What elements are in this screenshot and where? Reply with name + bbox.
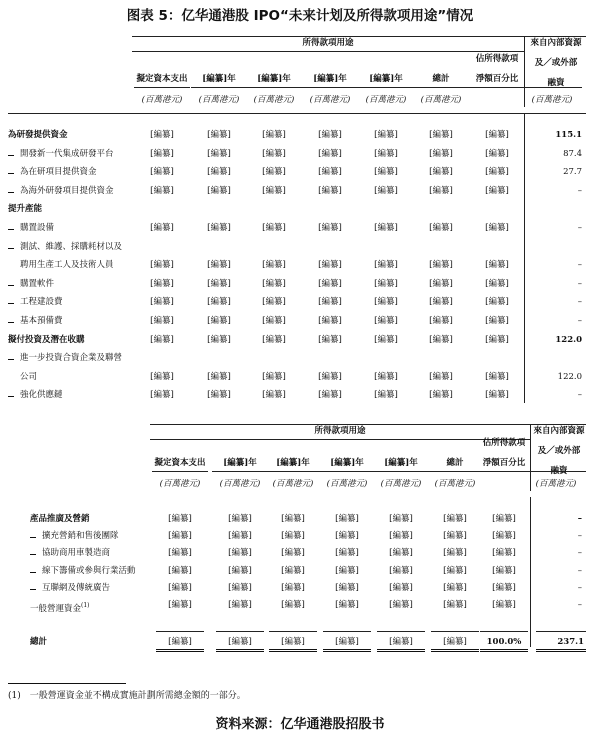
redacted-cell: [編纂] [374,297,398,308]
redacted-cell: [編纂] [429,316,453,326]
redacted-cell: [編纂] [492,531,516,542]
redacted-cell: [編纂] [485,223,509,233]
redacted-cell: [編纂] [429,167,453,178]
redacted-cell: [編纂] [207,278,231,289]
row-value: – [577,565,582,576]
unit-label: (百萬港元) [219,479,261,489]
column-header-rule [152,471,208,472]
redacted-cell: [編纂] [492,514,516,524]
row-bullet [8,285,14,286]
total-bottom-rule [536,649,586,652]
total-top-rule [216,631,264,632]
row-bullet [8,229,14,230]
total-bottom-rule [431,649,479,652]
right-header-line: 及／或外部 [537,446,581,456]
column-header-rule [413,87,469,88]
row-label: 為在研項目提供資金 [20,167,97,178]
row-label: 擴充營銷和售後團隊 [42,531,119,542]
redacted-cell: [編纂] [168,565,192,576]
unit-label: (百萬港元) [253,95,295,105]
redacted-cell: [編纂] [374,223,398,233]
column-header: 總計 [446,458,464,468]
figure-title: 图表 5：亿华通港股 IPO“未来计划及所得款项用途”情况 [126,8,474,24]
header-bottom-rule [8,113,586,114]
redacted-cell: [編纂] [207,223,231,233]
redacted-cell: [編纂] [429,297,453,308]
row-bullet [8,322,14,323]
redacted-cell: [編纂] [207,334,231,345]
row-label: 協助商用車製造商 [42,548,111,559]
redacted-cell: [編纂] [443,600,467,610]
redacted-cell: [編纂] [374,130,398,140]
column-header-rule [212,471,268,472]
row-label: 測試、維護、採購耗材以及 [20,241,123,252]
row-value: 27.7 [563,167,582,178]
total-bottom-rule [269,649,317,652]
total-bottom-rule [377,649,425,652]
redacted-cell: [編纂] [485,148,509,159]
redacted-cell: [編纂] [485,130,509,140]
total-top-rule [536,631,586,632]
column-header: 淨額百分比 [475,74,519,84]
row-label: 購置軟件 [20,278,55,289]
right-header-line: 融資 [547,78,565,88]
unit-label: (百萬港元) [365,95,407,105]
row-label: 一般營運資金$^{(1)}$ [30,602,90,614]
redacted-cell: [編纂] [429,390,453,401]
redacted-cell: [編纂] [207,130,231,140]
row-value: – [577,223,582,233]
unit-label: (百萬港元) [198,95,240,105]
redacted-cell: [編纂] [150,278,174,289]
row-label: 公司 [20,371,38,382]
redacted-cell: [編纂] [150,371,174,382]
redacted-cell: [編纂] [318,167,342,178]
group-header-under-rule [132,51,524,52]
unit-label: (百萬港元) [531,95,573,105]
row-bullet [30,572,36,573]
row-label: 聘用生產工人及技術人員 [20,260,114,271]
footnote-divider [8,683,126,684]
column-header-rule [522,87,582,88]
redacted-cell: [編纂] [228,565,252,576]
row-label: 進一步投資合資企業及聯營 [20,353,123,364]
column-header-rule [358,87,414,88]
redacted-cell: [編纂] [485,297,509,308]
redacted-cell: [編纂] [318,371,342,382]
redacted-cell: [編纂] [443,514,467,524]
redacted-cell: [編纂] [374,371,398,382]
redacted-cell: [編纂] [389,582,413,593]
column-header: 總計 [432,74,450,84]
redacted-cell: [編纂] [374,316,398,326]
row-bullet [8,192,14,193]
redacted-cell: [編纂] [207,148,231,159]
row-value: – [577,390,582,401]
column-header: [編纂]年 [276,458,310,468]
column-header-rule [469,87,525,88]
redacted-cell: [編纂] [335,637,359,647]
row-label: 開發新一代集成研發平台 [20,148,114,159]
redacted-cell: [編纂] [492,600,516,610]
redacted-cell: [編纂] [374,167,398,178]
total-top-rule [156,631,204,632]
redacted-cell: [編纂] [262,185,286,196]
redacted-cell: [編纂] [168,637,192,647]
redacted-cell: [編纂] [281,582,305,593]
column-header-rule [373,471,429,472]
total-value: 237.1 [557,637,584,647]
redacted-cell: [編纂] [207,371,231,382]
column-header-rule [191,87,247,88]
redacted-cell: [編纂] [485,260,509,271]
redacted-cell: [編纂] [485,185,509,196]
row-bullet [8,359,14,360]
row-label: 提升產能 [8,204,43,215]
redacted-cell: [編纂] [150,130,174,140]
redacted-cell: [編纂] [389,514,413,524]
row-bullet [8,396,14,397]
row-bullet [8,248,14,249]
redacted-cell: [編纂] [492,548,516,559]
redacted-cell: [編纂] [281,514,305,524]
redacted-cell: [編纂] [443,531,467,542]
redacted-cell: [編纂] [374,148,398,159]
column-header: [編纂]年 [369,74,403,84]
row-label: 互聯網及傳統廣告 [42,582,111,593]
redacted-cell: [編纂] [492,565,516,576]
redacted-cell: [編纂] [150,316,174,326]
redacted-cell: [編纂] [207,316,231,326]
group-header: 所得款項用途 [314,426,366,436]
redacted-cell: [編纂] [335,531,359,542]
redacted-cell: [編纂] [429,185,453,196]
row-value: – [577,600,582,610]
right-header-line: 融資 [550,466,568,476]
redacted-cell: [編纂] [281,565,305,576]
row-bullet [30,554,36,555]
column-header: 佔所得款項 [475,54,519,64]
redacted-cell: [編纂] [262,297,286,308]
group-header: 所得款項用途 [302,38,354,48]
redacted-cell: [編纂] [389,565,413,576]
redacted-cell: [編纂] [150,297,174,308]
unit-label: (百萬港元) [434,479,476,489]
redacted-cell: [編纂] [389,600,413,610]
unit-label: (百萬港元) [159,479,201,489]
redacted-cell: [編纂] [207,297,231,308]
redacted-cell: [編纂] [262,390,286,401]
total-label: 總計 [30,637,48,647]
redacted-cell: [編纂] [207,167,231,178]
redacted-cell: [編纂] [262,334,286,345]
row-value: – [577,260,582,271]
row-value: – [577,185,582,196]
redacted-cell: [編纂] [150,185,174,196]
redacted-cell: [編纂] [262,316,286,326]
row-label: 線下籌備或參與行業活動 [42,565,136,576]
redacted-cell: [編纂] [281,531,305,542]
column-header-rule [246,87,302,88]
row-value: – [577,531,582,542]
column-header-rule [427,471,483,472]
row-label: 工程建設費 [20,297,63,308]
redacted-cell: [編纂] [207,260,231,271]
row-value: 122.0 [557,371,582,382]
row-label: 為研發提供資金 [8,130,68,140]
redacted-cell: [編纂] [485,390,509,401]
redacted-cell: [編纂] [228,514,252,524]
row-value: 115.1 [555,130,582,140]
redacted-cell: [編纂] [374,260,398,271]
redacted-cell: [編纂] [429,130,453,140]
redacted-cell: [編纂] [318,130,342,140]
column-header-rule [319,471,375,472]
redacted-cell: [編纂] [318,316,342,326]
row-bullet [8,173,14,174]
redacted-cell: [編纂] [443,637,467,647]
row-bullet [8,155,14,156]
redacted-cell: [編纂] [262,148,286,159]
column-header: [編纂]年 [257,74,291,84]
redacted-cell: [編纂] [150,167,174,178]
redacted-cell: [編纂] [429,223,453,233]
redacted-cell: [編纂] [485,371,509,382]
redacted-cell: [編纂] [335,582,359,593]
source-note: 资料来源：亿华通港股招股书 [215,717,385,732]
footnote: (1) 一般營運資金並不構成實施計劃所需總金額的一部分。 [8,691,246,701]
total-bottom-rule [216,649,264,652]
right-header-line: 來自內部資源 [530,38,582,48]
redacted-cell: [編纂] [150,334,174,345]
group-header-top-rule [132,36,586,37]
redacted-cell: [編纂] [168,582,192,593]
column-header-rule [265,471,321,472]
column-header: [編纂]年 [384,458,418,468]
unit-label: (百萬港元) [380,479,422,489]
footnote-ref: (1) [81,602,90,609]
redacted-cell: [編纂] [389,531,413,542]
column-header: [編纂]年 [202,74,236,84]
column-header: 佔所得款項 [482,438,526,448]
redacted-cell: [編纂] [262,130,286,140]
redacted-cell: [編纂] [389,637,413,647]
row-bullet [8,303,14,304]
redacted-cell: [編纂] [207,185,231,196]
row-value: – [577,582,582,593]
redacted-cell: [編纂] [150,390,174,401]
total-percent: 100.0% [486,637,522,647]
redacted-cell: [編纂] [150,223,174,233]
unit-label: (百萬港元) [272,479,314,489]
redacted-cell: [編纂] [485,316,509,326]
redacted-cell: [編纂] [374,334,398,345]
redacted-cell: [編纂] [228,531,252,542]
redacted-cell: [編纂] [318,223,342,233]
right-header-line: 來自內部資源 [533,426,585,436]
total-top-rule [480,631,528,632]
row-value: – [577,278,582,289]
unit-label: (百萬港元) [420,95,462,105]
row-value: – [577,548,582,559]
column-header-rule [476,471,532,472]
redacted-cell: [編纂] [281,637,305,647]
row-label: 購置設備 [20,223,55,233]
row-label: 為海外研發項目提供資金 [20,185,114,196]
column-header-rule [302,87,358,88]
redacted-cell: [編纂] [389,548,413,559]
total-bottom-rule [323,649,371,652]
redacted-cell: [編纂] [374,390,398,401]
redacted-cell: [編纂] [429,278,453,289]
redacted-cell: [編纂] [228,637,252,647]
total-bottom-rule [156,649,204,652]
column-header: 淨額百分比 [482,458,526,468]
column-header: 擬定資本支出 [154,458,206,468]
redacted-cell: [編纂] [228,548,252,559]
right-header-line: 及／或外部 [534,58,578,68]
redacted-cell: [編纂] [262,167,286,178]
redacted-cell: [編纂] [374,185,398,196]
column-header: 擬定資本支出 [136,74,188,84]
redacted-cell: [編纂] [318,260,342,271]
redacted-cell: [編纂] [429,260,453,271]
column-header: [編纂]年 [330,458,364,468]
redacted-cell: [編纂] [492,582,516,593]
total-top-rule [431,631,479,632]
right-column-divider [524,113,525,403]
redacted-cell: [編纂] [168,514,192,524]
redacted-cell: [編纂] [429,371,453,382]
redacted-cell: [編纂] [228,582,252,593]
redacted-cell: [編纂] [485,167,509,178]
redacted-cell: [編纂] [318,334,342,345]
redacted-cell: [編纂] [262,223,286,233]
redacted-cell: [編纂] [262,371,286,382]
redacted-cell: [編纂] [168,548,192,559]
redacted-cell: [編纂] [228,600,252,610]
redacted-cell: [編纂] [335,548,359,559]
column-header-rule [134,87,190,88]
redacted-cell: [編纂] [443,582,467,593]
total-top-rule [269,631,317,632]
redacted-cell: [編纂] [485,278,509,289]
unit-label: (百萬港元) [141,95,183,105]
total-bottom-rule [480,649,528,652]
redacted-cell: [編纂] [262,260,286,271]
total-top-rule [377,631,425,632]
redacted-cell: [編纂] [335,600,359,610]
redacted-cell: [編纂] [318,278,342,289]
unit-label: (百萬港元) [309,95,351,105]
redacted-cell: [編纂] [168,531,192,542]
redacted-cell: [編纂] [443,565,467,576]
row-bullet [30,589,36,590]
redacted-cell: [編纂] [335,514,359,524]
redacted-cell: [編纂] [262,278,286,289]
total-top-rule [323,631,371,632]
redacted-cell: [編纂] [374,278,398,289]
redacted-cell: [編纂] [318,148,342,159]
row-value: – [577,316,582,326]
column-header-rule [526,471,586,472]
unit-label: (百萬港元) [326,479,368,489]
column-header: [編纂]年 [313,74,347,84]
column-header: [編纂]年 [223,458,257,468]
row-value: 122.0 [555,334,582,345]
row-value: 87.4 [563,148,582,159]
group-header-top-rule [150,424,586,425]
redacted-cell: [編纂] [168,600,192,610]
redacted-cell: [編纂] [429,148,453,159]
redacted-cell: [編纂] [281,600,305,610]
redacted-cell: [編纂] [429,334,453,345]
row-value: – [577,297,582,308]
redacted-cell: [編纂] [335,565,359,576]
redacted-cell: [編纂] [443,548,467,559]
redacted-cell: [編纂] [150,260,174,271]
row-label: 擬付投資及潛在收購 [8,334,85,345]
redacted-cell: [編纂] [207,390,231,401]
row-value: – [577,514,582,524]
redacted-cell: [編纂] [485,334,509,345]
row-label: 基本預備費 [20,316,63,326]
redacted-cell: [編纂] [150,148,174,159]
redacted-cell: [編纂] [281,548,305,559]
right-column-divider [530,497,531,647]
row-bullet [30,537,36,538]
redacted-cell: [編纂] [318,297,342,308]
row-label: 強化供應鏈 [20,390,63,401]
redacted-cell: [編纂] [318,185,342,196]
redacted-cell: [編纂] [318,390,342,401]
row-label: 產品推廣及營銷 [30,514,90,524]
unit-label: (百萬港元) [535,479,577,489]
